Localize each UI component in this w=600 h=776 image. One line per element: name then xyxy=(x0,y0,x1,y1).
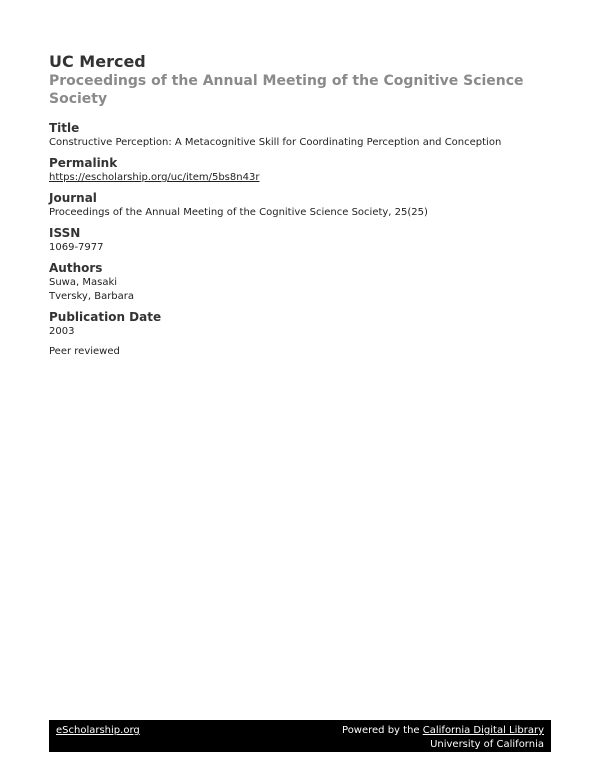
title-value: Constructive Perception: A Metacognitive Skill for Coordinating Perception and Conception xyxy=(49,137,502,148)
author-name: Tversky, Barbara xyxy=(49,291,135,302)
escholarship-link[interactable]: eScholarship.org xyxy=(56,725,140,736)
authors-section xyxy=(49,261,559,304)
pubdate-value: 2003 xyxy=(49,326,75,337)
cdl-link[interactable]: California Digital Library xyxy=(422,725,544,736)
permalink-label: Permalink xyxy=(49,156,118,170)
footer-left xyxy=(56,724,140,738)
issn-section xyxy=(49,226,559,255)
issn-label: ISSN xyxy=(49,226,81,240)
university-name: University of California xyxy=(430,739,544,750)
title-section xyxy=(49,121,559,150)
powered-by-line xyxy=(342,724,544,738)
campus-name: UC Merced xyxy=(49,52,146,71)
authors-label: Authors xyxy=(49,261,103,275)
issn-value: 1069-7977 xyxy=(49,242,104,253)
cover-page xyxy=(49,52,559,359)
journal-value: Proceedings of the Annual Meeting of the Cognitive Science Society, 25(25) xyxy=(49,207,428,218)
permalink-value xyxy=(49,171,559,185)
permalink-link[interactable]: https://escholarship.org/uc/item/5bs8n43r xyxy=(49,172,260,183)
journal-label: Journal xyxy=(49,191,97,205)
journal-section xyxy=(49,191,559,220)
powered-by-text: Powered by the xyxy=(342,725,423,736)
peer-reviewed-note: Peer reviewed xyxy=(49,346,120,357)
pubdate-section xyxy=(49,310,559,339)
footer-bar xyxy=(49,720,551,752)
series-title: Proceedings of the Annual Meeting of the Cognitive Science Society xyxy=(49,73,524,107)
permalink-section xyxy=(49,156,559,185)
footer-right xyxy=(342,724,544,752)
author-name: Suwa, Masaki xyxy=(49,277,118,288)
title-label: Title xyxy=(49,121,80,135)
pubdate-label: Publication Date xyxy=(49,310,162,324)
